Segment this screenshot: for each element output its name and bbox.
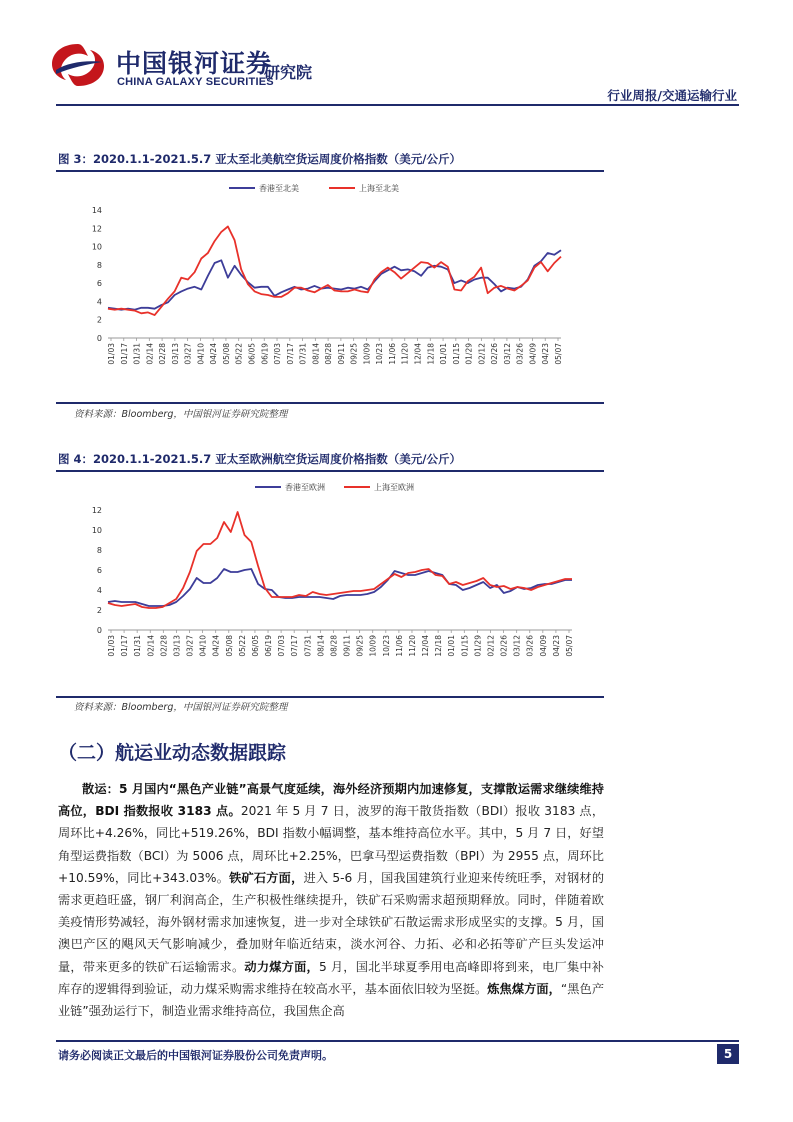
fig4-x-tick-label: 08/28 <box>329 635 339 657</box>
fig4-x-tick-label: 04/23 <box>551 635 561 657</box>
logo-en-text: CHINA GALAXY SECURITIES <box>117 76 274 88</box>
fig3-x-tick-label: 08/14 <box>311 343 321 365</box>
header-rule <box>56 104 739 106</box>
fig4-x-tick-label: 01/29 <box>473 635 483 657</box>
fig4-x-tick-label: 06/19 <box>264 635 274 657</box>
fig3-y-tick-label: 8 <box>96 260 102 270</box>
fig3-x-tick-label: 04/24 <box>209 343 219 365</box>
fig4-x-tick-label: 07/17 <box>290 635 300 657</box>
fig4-x-tick-label: 02/14 <box>146 635 156 657</box>
fig4-x-tick-label: 12/04 <box>421 635 431 657</box>
section-title: （二）航运业动态数据跟踪 <box>58 742 287 764</box>
report-type: 行业周报/交通运输行业 <box>607 88 737 103</box>
fig3-x-tick-label: 02/26 <box>490 343 500 365</box>
fig4-x-tick-label: 03/27 <box>185 635 195 657</box>
fig3-x-tick-label: 07/31 <box>298 343 308 365</box>
fig3-x-tick-label: 07/03 <box>273 343 283 365</box>
para-text-iron-ore: 进入 5-6 月，国我国建筑行业迎来传统旺季，对钢材的需求更趋旺盛，钢厂利润高企，生产积极性继续提升，铁矿石采购需求超预期释放。同时，伴随着欧美疫情形势减轻，海外钢材需求加速恢复，进一步对全球铁矿石散运需求形成坚实的支撑。5 月，国澳巴产区的飓风天气影响减少，叠加财年临近结束，淡水河谷、力拓、必和必拓等矿产巨头发运冲量，带来更多的铁矿石运输需求。 <box>58 870 605 974</box>
fig4-x-tick-label: 02/26 <box>499 635 509 657</box>
logo-cn-text: 中国银河证券 <box>116 49 273 78</box>
fig4-y-tick-label: 10 <box>91 526 102 535</box>
fig3-x-tick-label: 07/17 <box>285 343 295 365</box>
fig4-x-tick-label: 05/08 <box>224 635 234 657</box>
fig4-x-tick-label: 08/14 <box>316 635 326 657</box>
fig4-x-tick-label: 02/28 <box>159 635 169 657</box>
fig4-y-tick-label: 6 <box>96 566 102 575</box>
fig4-x-tick-label: 11/20 <box>407 635 417 657</box>
fig3-y-tick-label: 2 <box>96 315 102 325</box>
fig3-x-tick-label: 01/29 <box>464 343 474 365</box>
figure-4-bottom-rule <box>56 696 604 698</box>
fig4-x-tick-label: 04/24 <box>211 635 221 657</box>
figure-3-source: 资料来源：Bloomberg，中国银河证券研究院整理 <box>74 409 288 420</box>
fig3-x-tick-label: 01/01 <box>439 343 449 365</box>
fig4-x-tick-label: 01/17 <box>120 635 130 657</box>
fig3-y-tick-label: 6 <box>96 279 102 289</box>
fig4-legend-label-0: 香港至欧洲 <box>285 483 325 492</box>
figure-3-top-rule <box>56 170 604 172</box>
institute-label: 研究院 <box>264 63 313 82</box>
fig4-x-tick-label: 12/18 <box>434 635 444 657</box>
fig3-x-tick-label: 04/23 <box>541 343 551 365</box>
fig4-x-tick-label: 01/31 <box>133 635 143 657</box>
fig3-x-tick-label: 10/23 <box>375 343 385 365</box>
fig3-x-tick-label: 02/12 <box>477 343 487 365</box>
fig3-x-tick-label: 08/28 <box>324 343 334 365</box>
fig4-y-tick-label: 8 <box>96 546 102 555</box>
fig3-x-tick-label: 06/19 <box>260 343 270 365</box>
fig3-x-tick-label: 10/09 <box>362 343 372 365</box>
body-paragraph <box>58 778 604 1022</box>
para-text-thermal-coal: 5 月，国北半球夏季用电高峰即将到来，电厂集中补库存的逻辑得到验证，动力煤采购需求维持在较高水平，基本面依旧较为坚挺。 <box>58 959 604 996</box>
fig3-legend-label-1: 上海至北美 <box>359 184 399 193</box>
figure-3-bottom-rule <box>56 402 604 404</box>
fig3-x-tick-label: 01/03 <box>107 343 116 365</box>
para-bold-coking-coal: 炼焦煤方面， <box>487 981 561 996</box>
figure-4-source: 资料来源：Bloomberg，中国银河证券研究院整理 <box>74 702 288 713</box>
figure-4-title: 图 4：2020.1.1-2021.5.7 亚太至欧洲航空货运周度价格指数（美元/公斤） <box>58 452 461 466</box>
fig4-x-tick-label: 10/23 <box>381 635 391 657</box>
galaxy-logo-icon <box>48 40 108 90</box>
fig3-x-tick-label: 05/07 <box>554 343 563 365</box>
fig4-y-tick-label: 4 <box>96 586 102 595</box>
fig4-x-tick-label: 03/12 <box>512 635 522 657</box>
para-bold-lead: 散运：5 月国内“黑色产业链”高景气度延续，海外经济预期内加速修复，支撑散运需求继续维持高位，BDI 指数报收 3183 点。 <box>58 782 604 819</box>
fig4-x-tick-label: 10/09 <box>368 635 378 657</box>
fig3-x-tick-label: 01/17 <box>119 343 129 365</box>
fig4-x-tick-label: 01/15 <box>460 635 470 657</box>
fig3-y-tick-label: 10 <box>91 242 102 252</box>
fig4-series-line-0 <box>108 569 572 606</box>
fig4-x-tick-label: 09/25 <box>355 635 365 657</box>
header <box>0 0 793 110</box>
fig4-x-tick-label: 04/10 <box>198 635 208 657</box>
fig4-x-tick-label: 05/07 <box>565 635 574 657</box>
fig4-x-tick-label: 03/26 <box>525 635 535 657</box>
fig4-y-tick-label: 2 <box>96 606 102 615</box>
fig4-x-tick-label: 06/05 <box>250 635 260 657</box>
fig3-x-tick-label: 09/25 <box>349 343 359 365</box>
fig4-x-tick-label: 05/22 <box>237 635 247 657</box>
footer-rule <box>56 1040 739 1042</box>
para-bold-iron-ore: 铁矿石方面， <box>229 870 304 885</box>
page-number: 5 <box>717 1044 739 1064</box>
fig3-x-tick-label: 05/08 <box>221 343 231 365</box>
fig4-y-tick-label: 12 <box>91 506 102 515</box>
fig4-y-tick-label: 0 <box>96 626 102 635</box>
figure-4-top-rule <box>56 470 604 472</box>
fig4-x-tick-label: 07/31 <box>303 635 313 657</box>
fig4-x-tick-label: 03/13 <box>172 635 182 657</box>
fig3-y-tick-label: 12 <box>91 224 102 234</box>
fig3-x-tick-label: 05/22 <box>234 343 244 365</box>
fig4-x-tick-label: 02/12 <box>486 635 496 657</box>
fig3-y-tick-label: 0 <box>96 334 102 343</box>
fig3-y-tick-label: 14 <box>91 206 102 215</box>
figure-4-chart <box>56 474 604 696</box>
fig3-x-tick-label: 03/26 <box>515 343 525 365</box>
para-text-bdi: 2021 年 5 月 7 日，波罗的海干散货指数（BDI）报收 3183 点，周环比+4.26%，同比+519.26%，BDI 指数小幅调整，基本维持高位水平。其中，5 月 7 日，好望角型运费指数（BCI）为 5006 点，周环比+2.25%，巴拿马型运费指数（BPI）为 2955 点，周环比+10.59%，同比+343.03%。 <box>58 804 605 885</box>
para-text-coking-coal: “黑色产业链”强劲运行下，制造业需求维持高位，我国焦企高 <box>58 981 605 1019</box>
fig4-x-tick-label: 04/09 <box>538 635 548 657</box>
fig4-series-line-1 <box>108 512 572 608</box>
fig3-x-tick-label: 03/13 <box>170 343 180 365</box>
fig3-x-tick-label: 02/14 <box>145 343 155 365</box>
fig4-x-tick-label: 01/03 <box>107 635 116 657</box>
fig3-legend-label-0: 香港至北美 <box>259 184 299 193</box>
fig3-x-tick-label: 04/10 <box>196 343 206 365</box>
para-bold-thermal-coal: 动力煤方面， <box>244 959 319 974</box>
fig3-x-tick-label: 01/15 <box>451 343 461 365</box>
fig3-x-tick-label: 03/12 <box>502 343 512 365</box>
fig3-x-tick-label: 09/11 <box>336 343 346 365</box>
fig4-x-tick-label: 07/03 <box>277 635 287 657</box>
fig3-x-tick-label: 03/27 <box>183 343 193 365</box>
fig3-x-tick-label: 11/06 <box>387 343 397 365</box>
fig3-series-line-1 <box>108 227 561 316</box>
figure-3-chart <box>56 174 604 402</box>
footer-disclaimer: 请务必阅读正文最后的中国银河证券股份公司免责声明。 <box>58 1049 333 1062</box>
fig4-x-tick-label: 11/06 <box>394 635 404 657</box>
fig3-x-tick-label: 12/04 <box>413 343 423 365</box>
fig3-x-tick-label: 02/28 <box>158 343 168 365</box>
figure-3-title: 图 3：2020.1.1-2021.5.7 亚太至北美航空货运周度价格指数（美元/公斤） <box>58 152 461 166</box>
fig4-legend-label-1: 上海至欧洲 <box>374 483 414 492</box>
fig3-x-tick-label: 11/20 <box>400 343 410 365</box>
fig3-x-tick-label: 06/05 <box>247 343 257 365</box>
fig3-x-tick-label: 04/09 <box>528 343 538 365</box>
fig3-x-tick-label: 12/18 <box>426 343 436 365</box>
fig3-series-line-0 <box>108 250 561 310</box>
fig3-y-tick-label: 4 <box>96 297 102 307</box>
fig4-x-tick-label: 01/01 <box>447 635 457 657</box>
fig4-x-tick-label: 09/11 <box>342 635 352 657</box>
fig3-x-tick-label: 01/31 <box>132 343 142 365</box>
